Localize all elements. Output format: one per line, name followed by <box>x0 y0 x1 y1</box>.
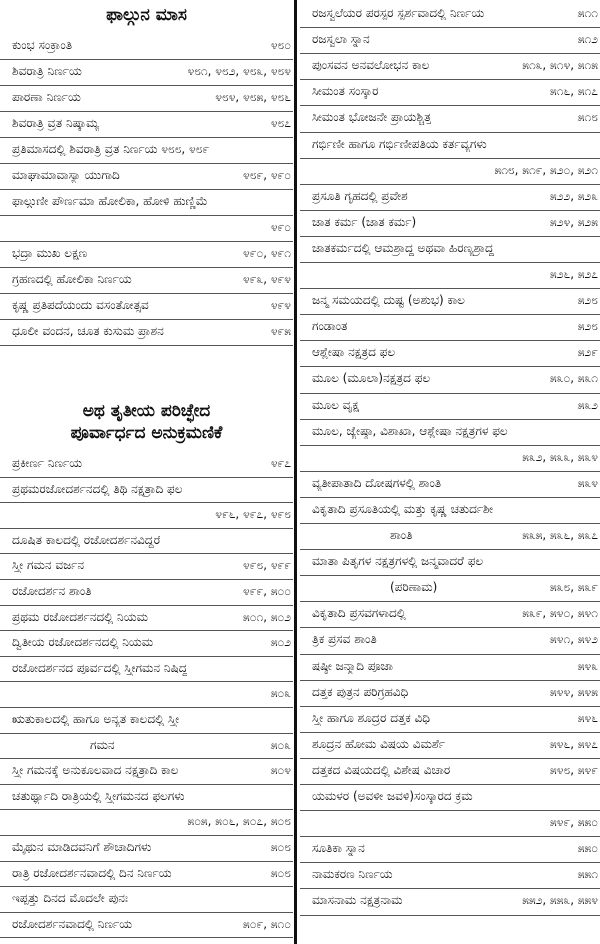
entry-title: ಸೀಮಂತ ಸಂಸ್ಕಾರ <box>312 84 379 99</box>
entry-title: ಫಾಲ್ಗುಣೀ ಪೌರ್ಣಮಾ ಹೋಲಿಕಾ, ಹೋಳಿ ಹುಣ್ಣಿಮೆ <box>12 194 208 208</box>
row-rule <box>300 784 600 785</box>
entry-title: ಶಿವರಾತ್ರಿ ನಿರ್ಣಯ <box>12 64 82 78</box>
entry-pages: ೫೦೧, ೫೦೨ <box>243 609 291 624</box>
entry-pages: ೫೨೪, ೫೨೫ <box>550 214 598 229</box>
entry-title: ಸ್ತ್ರೀ ಗಮನಕ್ಕೆ ಅನುಕೂಲವಾದ ನಕ್ಷತ್ರಾದಿ ಕಾಲ <box>12 763 179 778</box>
row-rule <box>0 937 293 938</box>
row-rule <box>0 59 293 60</box>
entry-title: ಮಾಘಾಮಾವಾಸ್ಯಾ ಯುಗಾದಿ <box>12 168 120 182</box>
entry-pages: ೫೦೫, ೫೦೬, ೫೦೭, ೫೦೮ <box>187 814 291 829</box>
row-rule <box>0 656 293 657</box>
entry-pages: ೪೮೦ <box>270 38 291 52</box>
row-rule <box>300 575 600 576</box>
entry-title: ಪ್ರಥಮರಜೋದರ್ಶನದಲ್ಲಿ ತಿಥಿ ನಕ್ಷತ್ರಾದಿ ಫಲ <box>12 481 183 496</box>
row-rule <box>0 137 293 138</box>
entry-title: ಕುಂಭ ಸಂಕ್ರಾಂತಿ <box>12 38 73 52</box>
entry-pages: ೪೮೪, ೪೮೫, ೪೮೬ <box>215 90 291 104</box>
row-rule <box>300 314 600 315</box>
entry-title: ಇಪ್ಪತ್ತು ದಿನದ ಮೊದಲೇ ಪುನಃ <box>12 891 128 906</box>
entry-pages: ೫೨೮ <box>577 293 598 308</box>
row-rule <box>300 340 600 341</box>
entry-title: ರಜೋದರ್ಶನ ಶಾಂತಿ <box>12 584 92 598</box>
row-rule <box>0 215 293 216</box>
entry-title: ರಜಸ್ವಲಾ ಸ್ನಾನ <box>312 32 370 47</box>
row-rule <box>0 912 293 913</box>
row-rule <box>300 810 600 811</box>
entry-title: ಜನ್ಮ ಸಮಯದಲ್ಲಿ ದುಷ್ಟ (ಅಶುಭ) ಕಾಲ <box>312 293 465 308</box>
row-rule <box>300 158 600 159</box>
row-rule <box>300 836 600 837</box>
row-rule <box>300 236 600 237</box>
entry-title: ಪ್ರತಿಮಾಸದಲ್ಲಿ ಶಿವರಾತ್ರಿ ವ್ರತ ನಿರ್ಣಯ ೪೮೮, ೪೮೯ <box>12 142 210 156</box>
entry-title: ರಜೋದರ್ಶನವಾದಲ್ಲಿ ನಿರ್ಣಯ <box>12 916 133 931</box>
row-rule <box>0 605 293 606</box>
entry-title: ದ್ವಿತೀಯ ರಜೋದರ್ಶನದಲ್ಲಿ ನಿಯಮ <box>12 635 154 650</box>
entry-title: ಪ್ರಸೂತಿ ಗೃಹದಲ್ಲಿ ಪ್ರವೇಶ <box>312 188 408 203</box>
entry-title: ಧೂಲೀ ವಂದನ, ಚೂತ ಕುಸುಮ ಪ್ರಾಶನ <box>12 324 164 338</box>
row-rule <box>300 680 600 681</box>
entry-title: ಮಾತಾ ಪಿತೃಗಳ ನಕ್ಷತ್ರಗಳಲ್ಲಿ ಜನ್ಮವಾದರೆ ಫಲ <box>312 554 484 569</box>
entry-pages: ೫೩೪ <box>577 475 598 490</box>
row-rule <box>300 601 600 602</box>
entry-pages: ೫೦೮ <box>270 865 291 880</box>
entry-pages: ೫೦೩ <box>270 737 291 752</box>
row-rule <box>300 523 600 524</box>
entry-pages: ೫೩೨ <box>577 397 598 412</box>
row-rule <box>300 758 600 759</box>
row-rule <box>300 915 600 916</box>
row-rule <box>300 862 600 863</box>
entry-pages: ೫೪೧, ೫೪೨ <box>550 632 598 647</box>
entry-pages: ೫೩೮, ೫೩೯ <box>550 580 598 595</box>
row-rule <box>300 53 600 54</box>
row-rule <box>300 471 600 472</box>
entry-pages: ೫೪೬, ೫೪೭ <box>550 736 598 751</box>
entry-title: ಭದ್ರಾ ಮುಖ ಲಕ್ಷಣ <box>12 246 88 260</box>
entry-title: ವಿಕೃತಾದಿ ಪ್ರಸೂತಿಯಲ್ಲಿ ಮತ್ತು ಕೃಷ್ಣ ಚತುರ್ದಶೀ <box>312 501 494 516</box>
row-rule <box>300 132 600 133</box>
entry-pages: ೫೨೨, ೫೨೩ <box>550 188 598 203</box>
entry-title: ಮೂಲ, ಜ್ಯೇಷ್ಠಾ, ವಿಶಾಖಾ, ಆಶ್ಲೇಷಾ ನಕ್ಷತ್ರಗಳ ಫಲ <box>312 423 508 438</box>
entry-pages: ೫೫೨, ೫೫೩, ೫೫೪ <box>522 893 598 908</box>
entry-title: ಪ್ರಕೀರ್ಣ ನಿರ್ಣಯ <box>12 456 83 470</box>
entry-pages: ೫೦೨ <box>270 635 291 650</box>
entry-pages: ೫೧೧ <box>577 6 598 20</box>
row-rule <box>300 366 600 367</box>
entry-pages: ೫೧೬, ೫೧೭ <box>550 84 598 99</box>
row-rule <box>0 477 293 478</box>
entry-pages: ೪೯೯, ೫೦೦ <box>243 584 291 598</box>
entry-title: ಸ್ತ್ರೀ ಹಾಗೂ ಶೂದ್ರರ ದತ್ತಕ ವಿಧಿ <box>312 710 431 725</box>
row-rule <box>300 210 600 211</box>
entry-pages: ೪೮೭ <box>270 116 291 130</box>
entry-title: ಗಂಡಾಂತ <box>312 319 348 334</box>
entry-title: ಗರ್ಭಿಣೀ ಹಾಗೂ ಗರ್ಭಿಣೀಪತಿಯ ಕರ್ತವ್ಯಗಳು <box>312 136 487 151</box>
row-rule <box>300 445 600 446</box>
row-rule <box>0 319 293 320</box>
entry-title: ರಜಸ್ವಲೆಯರ ಪರಸ್ಪರ ಸ್ಪರ್ಶವಾದಲ್ಲಿ ನಿರ್ಣಯ <box>312 6 485 20</box>
entry-pages: ೫೩೫, ೫೩೬, ೫೩೭ <box>522 528 598 542</box>
entry-title: ಋತುಕಾಲದಲ್ಲಿ ಹಾಗೂ ಅನ್ಯತ ಕಾಲದಲ್ಲಿ ಸ್ತ್ರೀ <box>12 712 180 726</box>
entry-title: ಆಶ್ಲೇಷಾ ನಕ್ಷತ್ರದ ಫಲ <box>312 345 396 360</box>
entry-pages: ೫೧೮, ೫೧೯, ೫೨೦, ೫೨೧ <box>494 162 598 177</box>
entry-pages: ೪೯೦, ೪೯೧ <box>243 246 291 260</box>
entry-title: ಕೃಷ್ಣ ಪ್ರತಿಪದೆಯಂದು ವಸಂತೋತ್ಸವ <box>12 298 149 312</box>
column-divider <box>294 0 297 944</box>
row-rule <box>300 288 600 289</box>
entry-title: ಶೂದ್ರನ ಹೋಮ ವಿಷಯ ವಿಮರ್ಶೆ <box>312 736 446 751</box>
entry-pages: ೪೯೮, ೪೯೯ <box>243 558 291 573</box>
row-rule <box>300 393 600 394</box>
entry-title: ಶಿವರಾತ್ರಿ ವ್ರತ ನಿಷ್ಕಾಮ್ಯ <box>12 116 100 130</box>
row-rule <box>0 733 293 734</box>
row-rule <box>300 184 600 185</box>
entry-title: (ಪರಿಣಾಮ) <box>390 580 438 595</box>
row-rule <box>300 654 600 655</box>
entry-title: ರಾತ್ರಿ ರಜೋದರ್ಶನವಾದಲ್ಲಿ ದಿನ ನಿರ್ಣಯ <box>12 865 172 880</box>
entry-pages: ೫೪೩ <box>577 658 598 673</box>
month-heading: ಫಾಲ್ಗುನ ಮಾಸ <box>106 5 187 25</box>
entry-title: ಚತುರ್ಥ್ಯಾದಿ ರಾತ್ರಿಯಲ್ಲಿ ಸ್ತ್ರೀಗಮನದ ಫಲಗಳು <box>12 788 185 803</box>
row-rule <box>0 835 293 836</box>
entry-pages: ೫೩೦, ೫೩೧ <box>550 371 598 386</box>
entry-pages: ೪೯೫ <box>270 324 291 338</box>
entry-title: ಪ್ರಥಮ ರಜೋದರ್ಶನದಲ್ಲಿ ನಿಯಮ <box>12 609 148 624</box>
row-rule <box>0 85 293 86</box>
entry-pages: ೪೯೪ <box>270 298 291 312</box>
row-rule <box>0 267 293 268</box>
entry-title: ಮೂಲ (ಮೂಲಾ)ನಕ್ಷತ್ರದ ಫಲ <box>312 371 431 386</box>
row-rule <box>0 758 293 759</box>
entry-title: ಸ್ತ್ರೀ ಗಮನ ವರ್ಜನ <box>12 558 85 573</box>
entry-pages: ೫೧೨ <box>577 32 598 47</box>
entry-title: ಯಮಳರ (ಅವಳೀ ಜವಳಿ)ಸಂಸ್ಕಾರದ ಕ್ರಮ <box>312 789 473 803</box>
entry-title: ಜಾತಕರ್ಮದಲ್ಲಿ ಆಮಶ್ರಾದ್ಧ ಅಥವಾ ಹಿರಣ್ಯಶ್ರಾದ್ಧ <box>312 240 494 255</box>
entry-title: ನಾಮಕರಣ ನಿರ್ಣಯ <box>312 867 393 882</box>
entry-pages: ೫೧೮ <box>577 110 598 125</box>
row-rule <box>300 627 600 628</box>
row-rule <box>0 293 293 294</box>
row-rule <box>300 732 600 733</box>
entry-pages: ೫೨೬, ೫೨೭ <box>550 267 598 281</box>
entry-pages: ೪೯೦ <box>270 220 291 234</box>
row-rule <box>0 553 293 554</box>
entry-pages: ೪೮೧, ೪೮೨, ೪೮೩, ೪೮೪ <box>187 64 291 78</box>
entry-title: ಗ್ರಹಣದಲ್ಲಿ ಹೋಲಿಕಾ ನಿರ್ಣಯ <box>12 272 132 286</box>
entry-title: ಸೀಮಂತ ಭೋಜನೇ ಪ್ರಾಯಶ್ಚಿತ್ತ <box>312 110 432 125</box>
entry-title: ಜಾತ ಕರ್ಮ (ಜಾತ ಕರ್ಮ) <box>312 214 417 229</box>
row-rule <box>0 241 293 242</box>
entry-pages: ೫೪೪, ೫೪೫ <box>550 684 598 699</box>
row-rule <box>0 707 293 708</box>
entry-title: ದತ್ತಕ ಪುತ್ರನ ಪರಿಗ್ರಹವಿಧಿ <box>312 684 409 699</box>
row-rule <box>0 681 293 682</box>
row-rule <box>300 79 600 80</box>
entry-title: ಪಾರಣಾ ನಿರ್ಣಯ <box>12 90 81 104</box>
row-rule <box>300 706 600 707</box>
entry-pages: ೫೦೪ <box>270 763 291 778</box>
entry-title: ದತ್ತಕದ ವಿಷಯದಲ್ಲಿ ವಿಶೇಷ ವಿಚಾರ <box>312 762 451 777</box>
entry-title: ರಜೋದರ್ಶನದ ಪೂರ್ವದಲ್ಲಿ ಸ್ತ್ರೀಗಮನ ನಿಷಿದ್ಧ <box>12 660 188 675</box>
entry-title: ತ್ರಿಕ ಪ್ರಸವ ಶಾಂತಿ <box>312 632 377 647</box>
right-column <box>300 0 600 944</box>
row-rule <box>300 497 600 498</box>
row-rule <box>300 419 600 420</box>
entry-pages: ೫೦೩ <box>270 686 291 701</box>
row-rule <box>0 886 293 887</box>
entry-title: ಮೂಲ ವೃಕ್ಷ <box>312 397 360 412</box>
row-rule <box>0 861 293 862</box>
left-column <box>0 0 293 944</box>
entry-pages: ೫೨೯ <box>577 345 598 360</box>
entry-pages: ೫೩೯, ೫೪೦, ೫೪೧ <box>522 606 598 621</box>
row-rule <box>0 163 293 164</box>
entry-title: ಷಷ್ಠೀ ಜನ್ಮಾದಿ ಪೂಜಾ <box>312 658 393 673</box>
entry-pages: ೫೪೮, ೫೪೯ <box>550 762 598 777</box>
row-rule <box>0 345 293 346</box>
row-rule <box>0 528 293 529</box>
row-rule <box>300 105 600 106</box>
row-rule <box>300 549 600 550</box>
entry-title: ಮಾಸನಾಮ ನಕ್ಷತ್ರನಾಮ <box>312 893 403 908</box>
entry-title: ಗಮನ <box>90 737 115 752</box>
row-rule <box>300 888 600 889</box>
section-subheading: ಪೂರ್ವಾರ್ಧದ ಅನುಕ್ರಮಣಿಕೆ <box>70 423 223 443</box>
entry-title: ಸೂತಿಕಾ ಸ್ನಾನ <box>312 841 365 856</box>
row-rule <box>0 111 293 112</box>
entry-pages: ೫೧೩, ೫೧೪, ೫೧೫ <box>522 58 598 73</box>
entry-title: ಮೈಥುನ ಮಾಡಿದವನಿಗೆ ಶೌಚಾದಿಗಳು <box>12 840 152 854</box>
row-rule <box>0 189 293 190</box>
entry-title: ದೂಷಿತ ಕಾಲದಲ್ಲಿ ರಜೋದರ್ಶನವಿದ್ದರೆ <box>12 532 161 547</box>
entry-pages: ೫೪೯, ೫೫೦ <box>550 815 598 830</box>
entry-pages: ೫೫೦ <box>577 841 598 856</box>
entry-title: ಶಾಂತಿ <box>390 528 413 542</box>
entry-pages: ೫೫೧ <box>577 867 598 882</box>
entry-title: ಪುಂಸವನ ಅನವಲೋಭನ ಕಾಲ <box>312 58 430 73</box>
row-rule <box>0 579 293 580</box>
row-rule <box>0 502 293 503</box>
entry-pages: ೫೪೬ <box>577 710 598 725</box>
section-heading: ಅಥ ತೃತೀಯ ಪರಿಚ್ಛೇದ <box>82 401 211 421</box>
entry-pages: ೫೨೮ <box>577 319 598 334</box>
entry-pages: ೫೦೯, ೫೧೦ <box>243 916 291 931</box>
row-rule <box>300 27 600 28</box>
entry-pages: ೫೦೮ <box>270 840 291 854</box>
row-rule <box>0 630 293 631</box>
entry-pages: ೪೮೯, ೪೯೦ <box>243 168 291 182</box>
entry-pages: ೪೯೬, ೪೯೭, ೪೯೮ <box>215 507 291 522</box>
row-rule <box>300 262 600 263</box>
row-rule <box>0 784 293 785</box>
row-rule <box>0 809 293 810</box>
entry-pages: ೪೯೭ <box>270 456 291 470</box>
entry-title: ವ್ಯತೀಪಾತಾದಿ ದೋಷಗಳಲ್ಲಿ ಶಾಂತಿ <box>312 475 442 490</box>
entry-pages: ೪೯೩, ೪೯೪ <box>243 272 291 286</box>
entry-title: ವಿಕೃತಾದಿ ಪ್ರಸವಗಳಾದಲ್ಲಿ <box>312 606 406 621</box>
entry-pages: ೫೩೨, ೫೩೩, ೫೩೪ <box>522 449 598 464</box>
